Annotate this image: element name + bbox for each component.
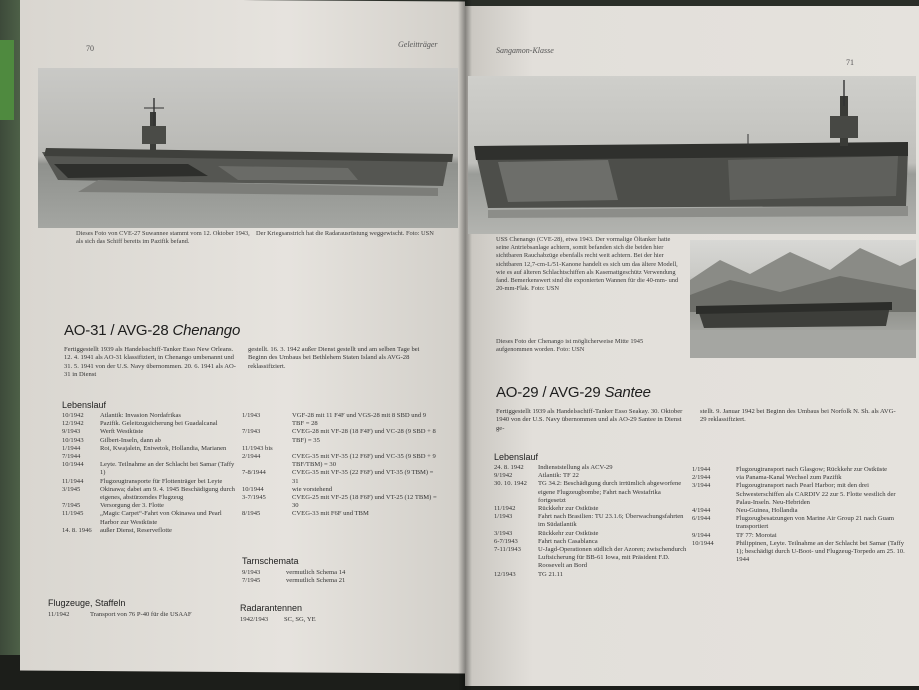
list-item-text: TF 77: Morotai xyxy=(736,531,777,539)
left-radar-list xyxy=(240,616,430,624)
list-item-text: Rückkehr zur Ostküste xyxy=(538,529,599,537)
list-item-date: 3/1945 xyxy=(62,485,81,493)
list-item-date: 7/1943 xyxy=(242,428,261,436)
list-item-text: U-Jagd-Operationen südlich der Azoren; zwischendurch Luftsicherung für BB-61 Iowa, mit Präsident F.D. Roosevelt an Bord xyxy=(538,546,687,570)
list-item xyxy=(692,474,906,482)
list-item-date: 9/1943 xyxy=(62,428,81,436)
caption-left-photo: Dieses Foto von CVE-27 Suwannee stammt vom 12. Oktober 1943, als sich das Schiff bereits im Pazifik befand. xyxy=(76,230,250,246)
list-item-date: 1/1943 xyxy=(242,412,261,419)
right-title-prefix: AO-29 / AVG-29 xyxy=(496,384,601,401)
list-item-date: 2/1944 xyxy=(692,474,711,482)
list-item-text: Gilbert-Inseln, dann ab xyxy=(100,436,161,444)
list-item xyxy=(494,546,690,571)
list-item-text: CVEG-25 mit VF-25 (18 F6F) und VT-25 (12 TBM) = 30 xyxy=(292,494,437,510)
photo-chenango-mountains xyxy=(690,240,916,358)
list-item-text: Flugzeugtransporte für Flottenträger bei Leyte xyxy=(100,477,223,485)
left-tarnschemata-list xyxy=(242,569,432,585)
left-flugzeuge-heading: Flugzeuge, Staffeln xyxy=(48,598,126,608)
list-item xyxy=(62,527,238,535)
list-item xyxy=(494,472,690,480)
list-item-text: via Panama-Kanal Wechsel zum Pazifik xyxy=(736,474,842,482)
left-intro-col1: Fertiggestellt 1939 als Handelsschiff-Tanker Esso New Orleans. 12. 4. 1941 als AO-31 klassifiziert, in Chenango umbenannt und 31. 5. 1941 von der U.S. Navy übernommen. 20. 6. 1941 als AO-31 in Dienst xyxy=(64,346,236,378)
list-item-date: 7-11/1943 xyxy=(494,546,521,554)
list-item-date: 12/1942 xyxy=(62,420,84,428)
list-item xyxy=(242,494,438,510)
left-title-name: Chenango xyxy=(172,322,241,339)
right-section-title xyxy=(496,384,651,401)
list-item xyxy=(242,486,438,494)
right-running-title: Sangamon-Klasse xyxy=(496,46,554,55)
list-item xyxy=(494,538,690,546)
photo-escort-carrier-left xyxy=(38,68,458,228)
list-item xyxy=(692,532,906,540)
list-item-date: 6/1944 xyxy=(692,515,711,523)
list-item-text: Werft Westküste xyxy=(100,428,144,436)
list-item xyxy=(62,420,238,428)
list-item xyxy=(242,510,438,518)
left-running-title: Geleitträger xyxy=(398,40,438,49)
left-flugzeuge-list xyxy=(48,611,238,619)
list-item-text: TG 34.2: Beschädigung durch irrtümlich abgeworfene eigene Flugzeugbombe; Fahrt nach Westafrika fortgesetzt xyxy=(538,480,682,504)
list-item-date: 3-7/1945 xyxy=(242,494,266,502)
list-item-text: Atlantik: TF 22 xyxy=(538,472,579,480)
list-item xyxy=(62,486,238,502)
list-item-text: CVEG-35 mit VF-35 (22 F6F) und VT-35 (9 TBM) = 31 xyxy=(292,469,434,485)
list-item-text: Pazifik. Geleitzugsicherung bei Guadalcanal xyxy=(100,420,218,428)
left-tarnschemata-heading: Tarnschemata xyxy=(242,556,299,566)
list-item-date: 3/1943 xyxy=(494,529,513,537)
list-item-date: 1/1944 xyxy=(692,466,711,473)
right-lebenslauf-col2 xyxy=(692,466,906,564)
list-item-text: Fahrt nach Brasilien: TU 23.1.6; Überwachungsfahrten im Südatlantik xyxy=(538,513,684,529)
list-item-date: 11/1944 xyxy=(62,477,84,485)
list-item-date: 8/1945 xyxy=(242,510,261,518)
list-item xyxy=(692,507,906,515)
list-item xyxy=(62,412,238,420)
list-item-date: 30. 10. 1942 xyxy=(494,480,527,488)
right-page-number: 71 xyxy=(846,58,854,67)
right-title-name: Santee xyxy=(604,384,651,401)
list-item-text: Philippinen, Leyte. Teilnahme an der Schlacht bei Samar (Taffy 1); beschädigt durch U-Boot- und Flugzeug-Torpedo am 25. 10. 1944 xyxy=(736,539,905,564)
list-item-date: 11/1943 bis xyxy=(242,444,273,452)
list-item-text: wie vorstehend xyxy=(292,485,333,493)
list-item-date: 2/1944 xyxy=(242,453,261,461)
list-item-text: VGF-28 mit 11 F4F und VGS-28 mit 8 SBD und 9 TBF = 28 xyxy=(292,412,427,428)
list-item-text: Flugzeugtransport nach Pearl Harbor; mit den drei Schwesterschiffen als CARDIV 22 zur 5. Flotte westlich der Palau-Inseln. Neu-Hebriden xyxy=(736,482,896,506)
list-item-text: Indienststellung als ACV-29 xyxy=(538,464,613,471)
list-item-date: 6-7/1943 xyxy=(494,537,518,545)
left-lebenslauf-col2 xyxy=(242,412,438,519)
list-item xyxy=(494,464,690,472)
list-item-date: 9/1944 xyxy=(692,531,711,539)
list-item-date: 1/1944 xyxy=(62,444,81,452)
list-item-text: vermutlich Schema 14 xyxy=(286,569,346,576)
caption-left-photo-credit: Der Kriegsanstrich hat die Radarausrüstung weggewischt. Foto: USN xyxy=(256,230,434,237)
left-radar-heading: Radarantennen xyxy=(240,603,303,613)
list-item xyxy=(242,412,438,428)
list-item-text: vermutlich Schema 21 xyxy=(286,577,346,585)
list-item-text: CVEG-28 mit VF-28 (18 F4F) und VC-28 (9 SBD + 8 TBF) = 35 xyxy=(292,428,436,444)
right-lebenslauf-col1 xyxy=(494,464,690,579)
list-item-text: Rückkehr zur Ostküste xyxy=(538,505,599,513)
right-intro-col2: stellt. 9. Januar 1942 bei Beginn des Umbaus bei Norfolk N. Sh. als AVG-29 reklassifiziert. xyxy=(700,408,896,424)
left-lebenslauf-heading: Lebenslauf xyxy=(62,400,107,410)
list-item-text: TG 21.11 xyxy=(538,570,564,578)
caption-right-photo-1: USS Chenango (CVE-28), etwa 1943. Der vormalige Öltanker hatte seine Antriebsanlage achtern, somit befanden sich die beiden hier sichtbaren Rauchabzüge ebenfalls recht weit achtern. Bei der hier sichtbaren 12,7-cm-L/51-Kanone handelt es sich um das ältere Modell, wie es auf älteren Schlachtschiffen als Kasemattgeschütz Verwendung fand. Bemerkenswert sind die exponierten Wannen für die 40-mm- und 20-mm-Flak. Foto: USN xyxy=(496,236,679,293)
list-item-date: 4/1944 xyxy=(692,507,711,515)
list-item xyxy=(494,513,690,529)
left-intro-col2: gestellt. 16. 3. 1942 außer Dienst gestellt und am selben Tage bei Beginn des Umbaus bei Bethlehem Staten Island als AVG-28 reklassifiziert. xyxy=(248,346,420,370)
list-item-text: außer Dienst, Reserveflotte xyxy=(100,526,172,534)
list-item-date: 1/1943 xyxy=(494,513,513,521)
list-item-date: 1942/1943 xyxy=(240,616,269,623)
list-item-text xyxy=(100,453,238,461)
list-item xyxy=(242,428,438,444)
photo-chenango-right xyxy=(468,76,916,234)
list-item-date: 10/1944 xyxy=(242,485,264,493)
list-item-date: 24. 8. 1942 xyxy=(494,464,524,471)
green-binder-edge xyxy=(0,40,14,120)
list-item-date: 14. 8. 1946 xyxy=(62,526,92,534)
list-item xyxy=(494,571,690,579)
list-item xyxy=(62,461,238,477)
list-item-text: CVEG-33 mit F6F und TBM xyxy=(292,510,369,518)
list-item xyxy=(62,437,238,445)
list-item xyxy=(240,616,430,624)
list-item-text: Atlantik: Invasion Nordafrikas xyxy=(100,412,181,419)
list-item-text: Neu-Guinea, Hollandia xyxy=(736,507,798,515)
list-item xyxy=(242,445,438,453)
list-item-date: 10/1942 xyxy=(62,412,84,419)
list-item-date: 11/1945 xyxy=(62,510,84,518)
list-item-date: 10/1944 xyxy=(692,539,714,547)
list-item-date: 9/1942 xyxy=(494,472,513,480)
list-item-text: Fahrt nach Casablanca xyxy=(538,537,598,545)
list-item-text: Flugzeugbesatzungen von Marine Air Group 21 nach Guam transportiert xyxy=(736,515,895,531)
list-item-text: Roi, Kwajalein, Eniwetok, Hollandia, Marianen xyxy=(100,444,227,452)
left-lebenslauf-col1 xyxy=(62,412,238,535)
list-item xyxy=(692,540,906,565)
list-item xyxy=(62,510,238,526)
list-item-text: Transport von 76 P-40 für die USAAF xyxy=(90,611,192,618)
list-item xyxy=(242,569,432,577)
right-lebenslauf-heading: Lebenslauf xyxy=(494,452,539,462)
list-item-date: 7/1945 xyxy=(242,577,261,585)
list-item-text: Flugzeugtransport nach Glasgow; Rückkehr zur Ostküste xyxy=(736,466,888,473)
list-item xyxy=(62,453,238,461)
list-item xyxy=(48,611,238,619)
left-title-prefix: AO-31 / AVG-28 xyxy=(64,322,169,339)
list-item xyxy=(242,577,432,585)
list-item-date: 10/1943 xyxy=(62,436,84,444)
list-item xyxy=(692,466,906,474)
list-item xyxy=(62,445,238,453)
list-item-text: Leyte. Teilnahme an der Schlacht bei Samar (Taffy 1) xyxy=(100,461,235,477)
list-item xyxy=(242,453,438,469)
list-item xyxy=(62,478,238,486)
list-item-date: 7/1945 xyxy=(62,502,81,510)
list-item xyxy=(494,480,690,505)
list-item-date: 10/1944 xyxy=(62,461,84,469)
list-item-date: 11/1942 xyxy=(494,505,516,513)
list-item-text: Versorgung der 3. Flotte xyxy=(100,502,164,510)
list-item xyxy=(494,530,690,538)
list-item-text: SC, SG, YE xyxy=(284,616,316,623)
list-item-date: 12/1943 xyxy=(494,570,516,578)
list-item-date: 3/1944 xyxy=(692,482,711,490)
list-item-date: 11/1942 xyxy=(48,611,70,618)
list-item xyxy=(62,428,238,436)
caption-right-photo-2: Dieses Foto der Chenango ist möglicherweise Mitte 1945 aufgenommen worden. Foto: USN xyxy=(496,338,644,354)
list-item xyxy=(242,469,438,485)
list-item xyxy=(494,505,690,513)
right-intro-col1: Fertiggestellt 1939 als Handelsschiff-Tanker Esso Seakay. 30. Oktober 1940 von der U.S. Navy übernommen und als AO-29 Santee in Dienst ge- xyxy=(496,408,683,432)
list-item-date: 7-8/1944 xyxy=(242,469,266,477)
list-item-text: Okinawa; dabei am 9. 4. 1945 Beschädigung durch eigenes, abstürzendes Flugzeug xyxy=(100,485,235,502)
list-item xyxy=(692,515,906,531)
list-item-text xyxy=(292,445,438,453)
list-item xyxy=(62,502,238,510)
list-item-text: „Magic Carpet“-Fahrt von Okinawa und Pearl Harbor zur Westküste xyxy=(100,510,222,526)
left-page-number: 70 xyxy=(86,44,94,53)
left-section-title xyxy=(64,322,240,339)
list-item-text: CVEG-35 mit VF-35 (12 F6F) und VC-35 (9 SBD + 9 TBF/TBM) = 30 xyxy=(292,453,436,469)
list-item-date: 7/1944 xyxy=(62,453,81,461)
list-item-date: 9/1943 xyxy=(242,569,261,576)
list-item xyxy=(692,482,906,507)
